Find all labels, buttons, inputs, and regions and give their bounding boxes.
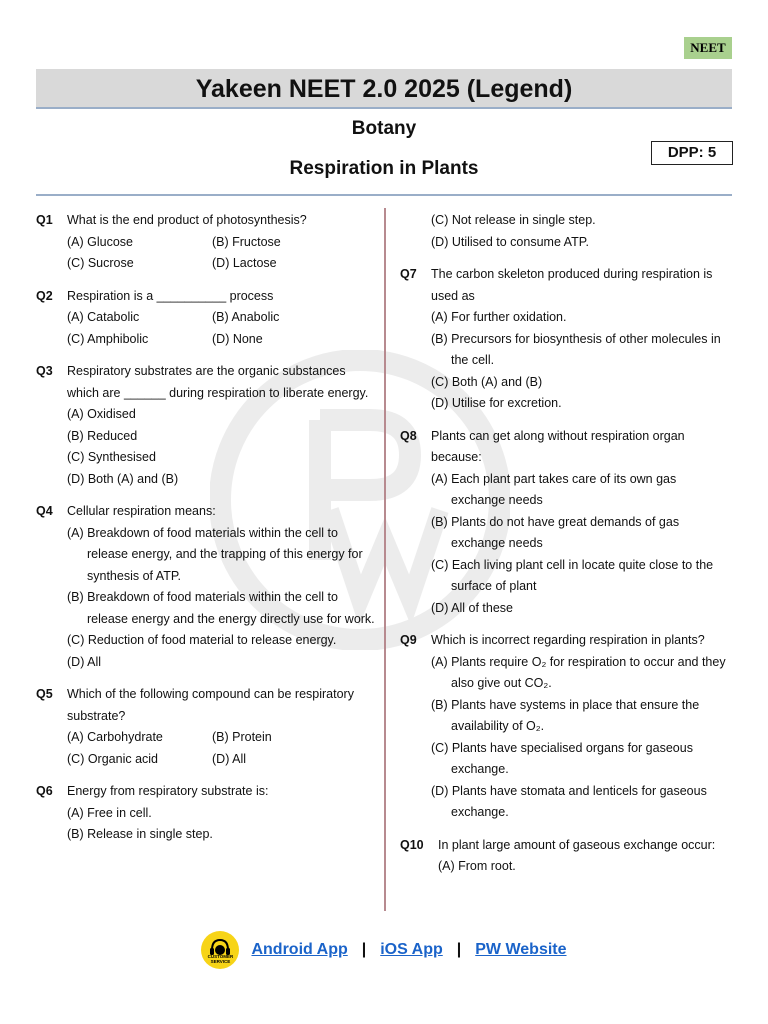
option-list (431, 469, 732, 620)
question-body (67, 361, 376, 490)
question-block (400, 630, 732, 824)
option-list (67, 307, 376, 350)
option-item: (D) Utilised to consume ATP. (431, 234, 589, 249)
question-text: Which is incorrect regarding respiration in plants? (431, 633, 705, 647)
option-item: (C) Sucrose (67, 256, 134, 270)
question-body (67, 781, 376, 846)
option-item: (A) From root. (438, 859, 516, 873)
question-block (36, 286, 376, 351)
page-title: Yakeen NEET 2.0 2025 (Legend) (36, 69, 732, 109)
dpp-label: DPP: 5 (651, 141, 733, 165)
question-body (67, 286, 376, 351)
left-column (36, 210, 376, 857)
option-item: (D) None (212, 331, 263, 346)
option-item: (D) Both (A) and (B) (67, 471, 179, 486)
option-item: (A) Glucose (67, 234, 133, 249)
option-list (67, 232, 376, 275)
option-item: (D) Plants have stomata and lenticels for gaseous exchange. (431, 783, 707, 819)
option-item: (C) Synthesised (67, 450, 156, 464)
question-body (431, 630, 732, 824)
question-number: Q5 (36, 687, 53, 701)
question-block (400, 210, 732, 253)
option-list (67, 523, 376, 674)
question-body (431, 264, 732, 415)
option-item: (C) Plants have specialised organs for gaseous exchange. (431, 740, 693, 776)
option-item: (A) Free in cell. (67, 805, 152, 820)
question-body (67, 684, 376, 770)
question-text: Cellular respiration means: (67, 504, 216, 518)
separator: | (456, 941, 462, 958)
footer-links (0, 930, 768, 970)
question-text: Plants can get along without respiration organ because: (431, 428, 685, 464)
pw-website-link[interactable]: PW Website (475, 941, 567, 958)
question-text: Energy from respiratory substrate is: (67, 784, 269, 798)
option-list (438, 856, 732, 878)
option-item: (C) Amphibolic (67, 331, 149, 346)
question-number: Q3 (36, 364, 53, 378)
option-item: (A) Each plant part takes care of its own gas exchange needs (431, 471, 677, 507)
neet-badge: NEET (684, 37, 732, 59)
question-number: Q6 (36, 784, 53, 798)
option-item: (B) Release in single step. (67, 827, 213, 841)
question-number (400, 210, 431, 253)
question-number: Q9 (400, 633, 417, 647)
question-text: Respiration is a __________ process (67, 288, 274, 303)
option-item: (A) Oxidised (67, 407, 136, 421)
question-text: In plant large amount of gaseous exchange occur: (438, 837, 716, 852)
option-item: (A) Catabolic (67, 310, 140, 324)
question-number: Q10 (400, 837, 424, 852)
option-item: (C) Both (A) and (B) (431, 374, 543, 389)
option-list (67, 727, 376, 770)
option-item: (A) For further oxidation. (431, 310, 567, 324)
option-item: (A) Breakdown of food materials within the cell to release energy, and the trapping of this energy for synthesis of ATP. (67, 525, 363, 583)
option-item: (B) Anabolic (212, 310, 280, 324)
question-body (438, 835, 732, 878)
question-block (400, 264, 732, 415)
option-list (67, 803, 376, 846)
option-item: (D) All (67, 654, 102, 669)
option-item: (B) Plants have systems in place that ensure the availability of O₂. (431, 697, 700, 733)
android-app-link[interactable]: Android App (251, 941, 348, 958)
question-body (431, 210, 732, 253)
subject-heading: Botany (351, 118, 417, 139)
question-body (67, 210, 376, 275)
question-block (36, 684, 376, 770)
question-block (400, 426, 732, 620)
logo-text: CUSTOMER SERVICE (207, 954, 234, 964)
question-number: Q2 (36, 288, 53, 303)
column-divider (384, 208, 386, 911)
question-block (400, 835, 732, 878)
question-block (36, 361, 376, 490)
customer-service-logo-icon (201, 931, 239, 969)
question-number: Q7 (400, 267, 417, 281)
option-item: (C) Each living plant cell in locate quite close to the surface of plant (431, 557, 714, 593)
question-text: Respiratory substrates are the organic substances which are ______ during respiration to liberate energy. (67, 364, 369, 400)
ios-app-link[interactable]: iOS App (380, 941, 443, 958)
option-item: (D) Utilise for excretion. (431, 396, 562, 410)
option-item: (D) Lactose (212, 256, 277, 270)
header-rule (36, 194, 732, 196)
option-item: (B) Reduced (67, 428, 138, 443)
option-list (431, 307, 732, 415)
option-item: (B) Precursors for biosynthesis of other molecules in the cell. (431, 331, 721, 367)
option-item: (C) Reduction of food material to release energy. (67, 633, 337, 647)
option-item: (B) Breakdown of food materials within the cell to release energy and the energy directly use for work. (67, 590, 375, 626)
right-column (400, 210, 732, 889)
question-body (431, 426, 732, 620)
option-item: (B) Plants do not have great demands of gas exchange needs (431, 514, 680, 550)
option-item: (A) Carbohydrate (67, 730, 163, 744)
option-item: (D) All (212, 751, 247, 766)
chapter-heading: Respiration in Plants (289, 158, 479, 179)
question-text: What is the end product of photosynthesis? (67, 213, 307, 227)
option-item: (C) Organic acid (67, 751, 158, 766)
separator: | (361, 941, 367, 958)
question-text: The carbon skeleton produced during respiration is used as (431, 267, 713, 303)
option-item: (B) Protein (212, 730, 272, 744)
question-block (36, 781, 376, 846)
option-list (431, 652, 732, 824)
question-text: Which of the following compound can be respiratory substrate? (67, 687, 354, 723)
option-item: (A) Plants require O₂ for respiration to occur and they also give out CO₂. (431, 654, 726, 690)
question-body (67, 501, 376, 673)
question-block (36, 501, 376, 673)
question-number: Q4 (36, 504, 53, 518)
question-number: Q8 (400, 428, 417, 443)
option-item: (D) All of these (431, 600, 513, 615)
option-item: (C) Not release in single step. (431, 213, 596, 227)
option-item: (B) Fructose (212, 234, 281, 249)
option-list (67, 404, 376, 490)
question-block (36, 210, 376, 275)
option-list (431, 210, 732, 253)
question-number: Q1 (36, 213, 53, 227)
